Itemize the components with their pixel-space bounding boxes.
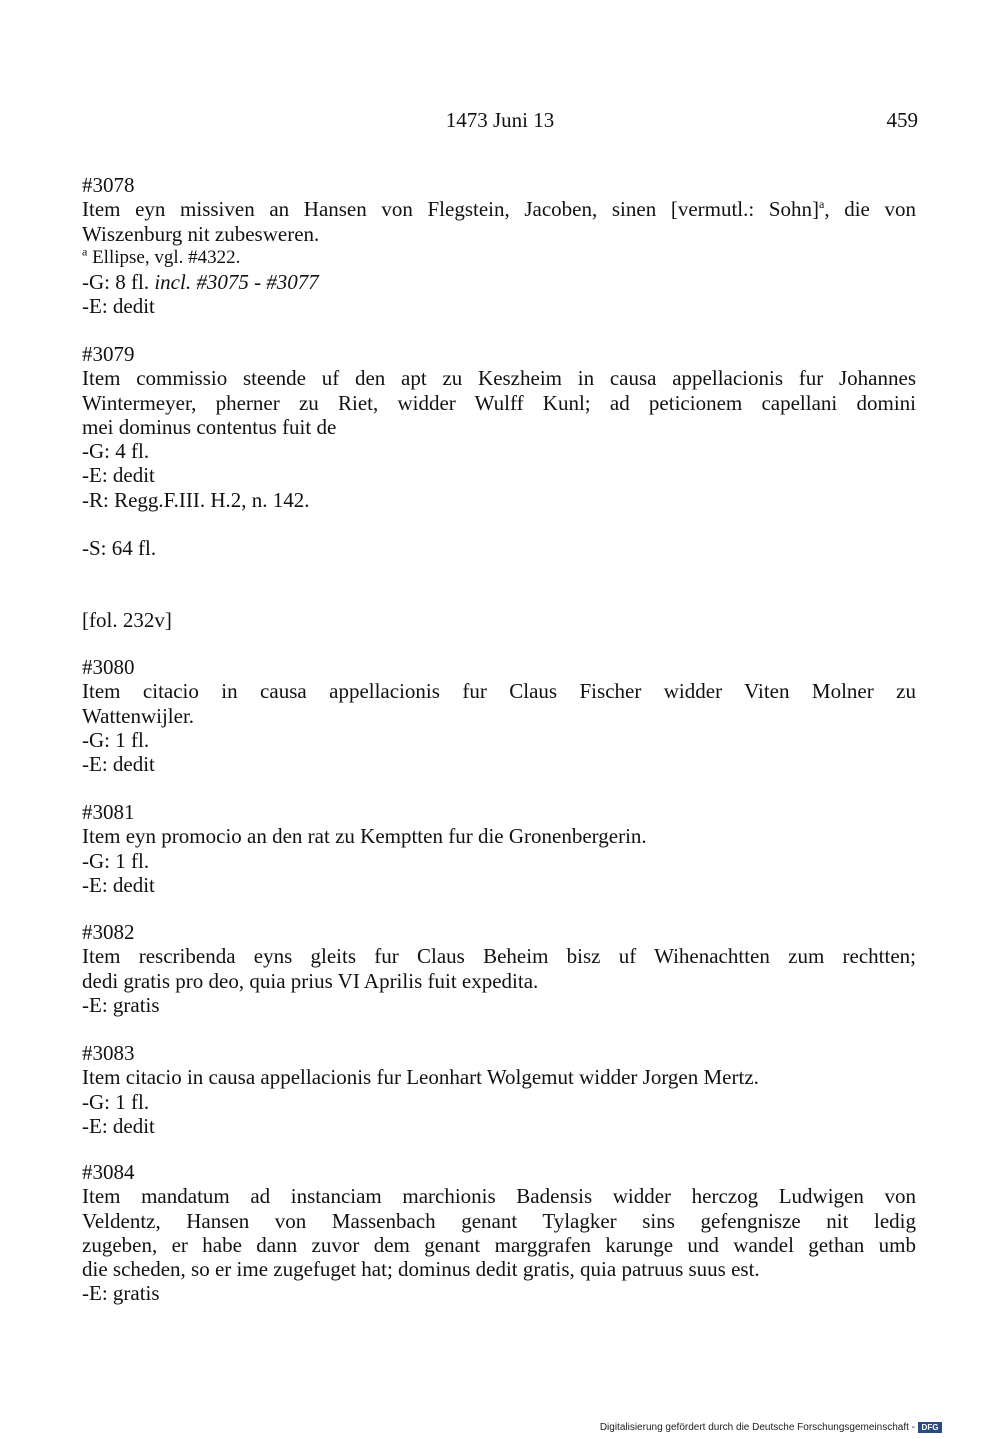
page-header	[82, 108, 918, 138]
folio-marker: [fol. 232v]	[82, 608, 172, 632]
dfg-logo-icon: DFG	[918, 1422, 942, 1433]
fee-line: -G: 1 fl.	[82, 1089, 150, 1114]
footnote: $^a$ Ellipse, vgl. #4322.	[82, 244, 241, 268]
entry-id: #3082	[82, 920, 135, 944]
entry-text-line: Item mandatum ad instanciam marchionis Badensis widder herczog Ludwigen von	[82, 1184, 916, 1209]
running-title: 1473 Juni 13	[445, 108, 555, 132]
entry-id: #3081	[82, 800, 135, 824]
entry-text-line: Item citacio in causa appellacionis fur Claus Fischer widder Viten Molner zu	[82, 679, 916, 704]
entry-3078	[82, 173, 916, 319]
entry-id: #3084	[82, 1160, 135, 1184]
fee-line: -G: 1 fl.	[82, 727, 150, 752]
reference-line: -R: Regg.F.III. H.2, n. 142.	[82, 487, 310, 512]
entry-3083	[82, 1041, 916, 1138]
entry-text-line: dedi gratis pro deo, quia prius VI Aprilis fuit expedita.	[82, 968, 539, 993]
fee-line: -G: 4 fl.	[82, 439, 150, 464]
status-line: -E: dedit	[82, 1113, 155, 1138]
entry-text-line: Item commissio steende uf den apt zu Keszheim in causa appellacionis fur Johannes	[82, 366, 916, 391]
fee-line: -G: 1 fl.	[82, 848, 150, 873]
funding-text: Digitalisierung gefördert durch die Deutsche Forschungsgemeinschaft -	[599, 1422, 915, 1433]
entry-text-line: die scheden, so er ime zugefuget hat; dominus dedit gratis, quia patruus suus est.	[82, 1257, 760, 1282]
status-line: -E: dedit	[82, 752, 155, 777]
entry-3080	[82, 655, 916, 776]
page-number: 459	[886, 108, 918, 132]
entry-id: #3080	[82, 655, 135, 679]
footnote-mark: a	[819, 197, 825, 212]
entry-id: #3078	[82, 173, 135, 197]
status-line: -E: dedit	[82, 463, 155, 488]
entry-text-line: Item eyn missiven an Hansen von Flegstein, Jacoben, sinen [vermutl.: Sohn]$^a$, die von	[82, 197, 916, 222]
entry-3082	[82, 920, 916, 1017]
entry-text-line: Veldentz, Hansen von Massenbach genant Tylagker sins gefengnisze nit ledig	[82, 1208, 916, 1233]
status-line: -E: gratis	[82, 992, 160, 1017]
entry-text-line: Wintermeyer, pherner zu Riet, widder Wulff Kunl; ad peticionem capellani domini	[82, 390, 916, 415]
fee-line: -G: 8 fl. incl. #3075 - #3077	[82, 270, 319, 295]
entry-3081	[82, 800, 916, 897]
entry-text-line: mei dominus contentus fuit de	[82, 414, 337, 439]
entry-text-line: Item eyn promocio an den rat zu Kemptten fur die Gronenbergerin.	[82, 824, 647, 849]
status-line: -E: dedit	[82, 872, 155, 897]
entry-id: #3083	[82, 1041, 135, 1065]
entry-id: #3079	[82, 342, 135, 366]
entry-text-line: Item citacio in causa appellacionis fur Leonhart Wolgemut widder Jorgen Mertz.	[82, 1065, 759, 1090]
entry-text-line: zugeben, er habe dann zuvor dem genant marggrafen karunge und wandel gethan umb	[82, 1232, 916, 1257]
entry-3084	[82, 1160, 916, 1306]
funding-notice	[600, 1422, 942, 1433]
status-line: -E: dedit	[82, 294, 155, 319]
status-line: -E: gratis	[82, 1281, 160, 1306]
entry-text-line: Wiszenburg nit zubesweren.	[82, 221, 320, 246]
entry-text-line: Item rescribenda eyns gleits fur Claus Beheim bisz uf Wihenachtten zum rechtten;	[82, 944, 916, 969]
sum-line: -S: 64 fl.	[82, 536, 157, 560]
entry-3079	[82, 342, 916, 512]
entry-text-line: Wattenwijler.	[82, 703, 195, 728]
